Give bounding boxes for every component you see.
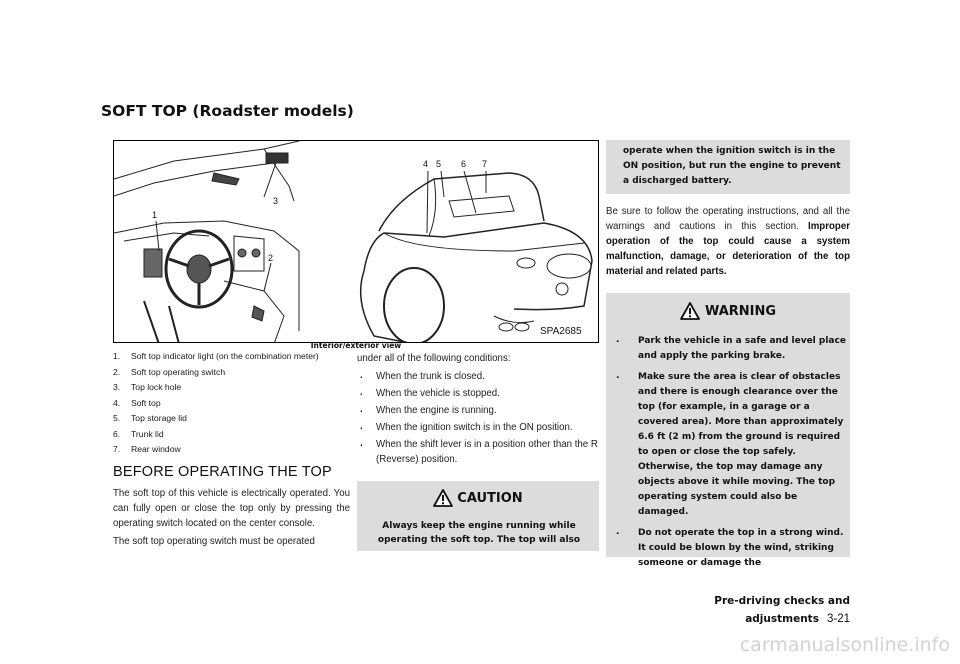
caution-header	[357, 487, 599, 509]
condition-item: . When the trunk is closed.	[360, 370, 485, 382]
rear-view-mirror	[212, 173, 239, 185]
rear-wheel	[384, 268, 444, 343]
car-body-outline	[364, 223, 592, 310]
figure-caption: Interior/exterior view	[310, 341, 402, 350]
legend-item: 3. Top lock hole	[113, 382, 182, 392]
callout-2: 2	[268, 253, 274, 263]
warning-triangle-icon	[433, 489, 453, 507]
legend-item: 1. Soft top indicator light (on the combination meter)	[113, 351, 319, 361]
warning-item: . Park the vehicle in a safe and level place and apply the parking brake.	[616, 335, 846, 361]
condition-item: . When the engine is running.	[360, 404, 497, 416]
warning-triangle-icon	[680, 302, 700, 320]
footer-section: Pre-driving checks and adjustments	[714, 595, 850, 625]
soft-top-outline	[379, 173, 544, 231]
warning-list	[612, 334, 846, 577]
conditions-section	[357, 351, 599, 469]
paragraph: The soft top operating switch must be operated	[113, 536, 315, 547]
callout-5: 5	[436, 159, 442, 169]
page-number: 3-21	[826, 613, 850, 625]
figure-code: SPA2685	[540, 326, 582, 337]
warning-title: WARNING	[704, 303, 777, 319]
car-illustration	[114, 141, 599, 343]
legend-item: 5. Top storage lid	[113, 413, 187, 423]
callout-1: 1	[152, 210, 158, 220]
instructions-text	[606, 204, 850, 279]
page-footer	[630, 591, 850, 627]
caution-text: Always keep the engine running while operating the soft top. The top will also	[377, 521, 581, 545]
callout-7: 7	[482, 159, 488, 169]
legend-item: 4. Soft top	[113, 397, 161, 408]
warning-header	[606, 300, 850, 322]
subsection-title: BEFORE OPERATING THE TOP	[113, 464, 332, 480]
callout-6: 6	[461, 159, 467, 169]
callout-3: 3	[273, 196, 279, 206]
windshield-line	[114, 163, 274, 196]
rear-window-shape	[449, 196, 514, 217]
caution-title: CAUTION	[457, 490, 523, 506]
figure-legend	[113, 350, 349, 459]
legend-item: 6. Trunk lid	[113, 428, 164, 439]
operating-switch-shape	[252, 306, 264, 321]
top-lock-hole-shape	[266, 153, 288, 163]
legend-item: 2. Soft top operating switch	[113, 366, 226, 377]
section-title: SOFT TOP (Roadster models)	[101, 102, 354, 120]
condition-item: . When the ignition switch is in the ON position.	[360, 421, 573, 433]
conditions-list	[357, 369, 599, 467]
instructions-plain: Be sure to follow the operating instructions, and all the warnings and cautions in this section.	[606, 206, 850, 232]
conditions-intro: under all of the following conditions:	[357, 353, 511, 364]
watermark: carmanualsonline.info	[739, 634, 950, 656]
paragraph: The soft top of this vehicle is electrically operated. You can fully open or close the top only by pressing the operating switch located on the center console.	[113, 488, 350, 529]
caution-continued-text: operate when the ignition switch is in the ON position, but run the engine to prevent a discharged battery.	[623, 146, 841, 186]
warning-item: . Do not operate the top in a strong wind. It could be blown by the wind, striking someone or damage the	[616, 527, 844, 568]
instructions-bold: Improper operation of the top could cause a system malfunction, damage, or deterioration of the top material and related parts.	[606, 221, 850, 277]
illustration	[113, 140, 599, 343]
condition-item: . When the shift lever is in a position other than the R (Reverse) position.	[360, 438, 598, 465]
warning-item: . Make sure the area is clear of obstacles and there is enough clearance over the top (for example, in a garage or a covered area). More than approximately 6.6 ft (2 m) from the ground is required to open or close the top safely. Otherwise, the top may damage any objects above it while moving. The top operating system could also be damaged.	[616, 371, 844, 517]
callout-4: 4	[423, 159, 429, 169]
legend-item: 7. Rear window	[113, 444, 181, 454]
condition-item: . When the vehicle is stopped.	[360, 387, 500, 399]
intro-text	[113, 486, 350, 552]
